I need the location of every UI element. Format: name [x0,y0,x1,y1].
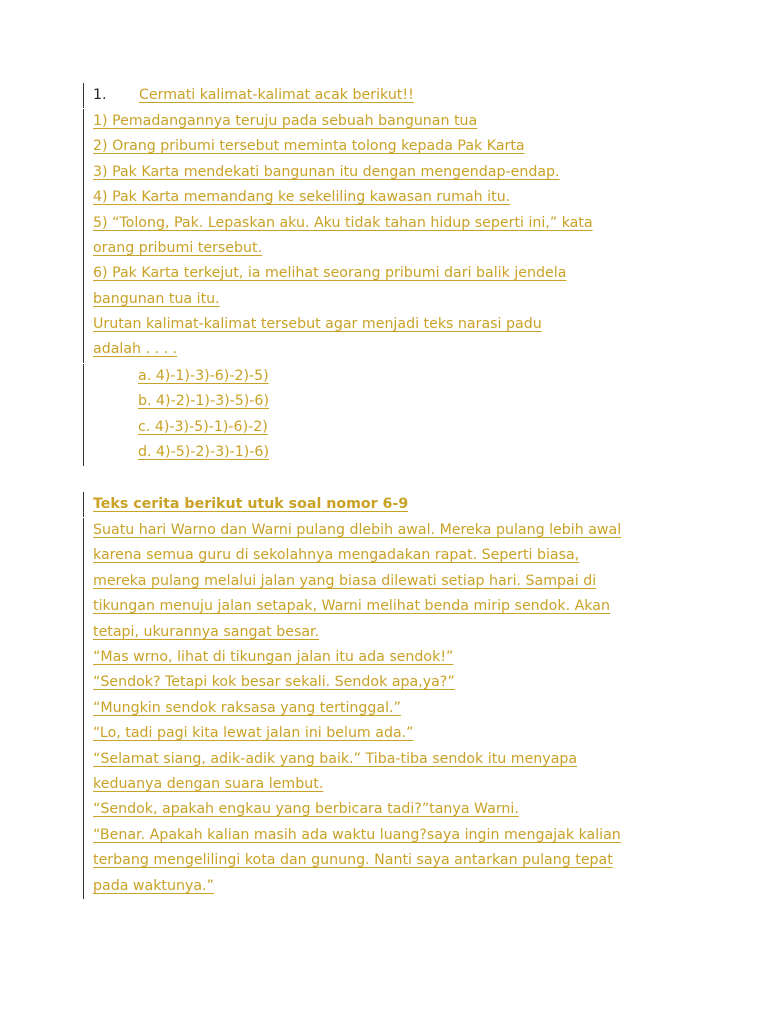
paragraph-line: Suatu hari Warno dan Warni pulang dlebih awal. Mereka pulang lebih awal [93,522,622,538]
option-a[interactable]: a. 4)-1)-3)-6)-2)-5) [138,368,269,384]
dialogue-line: “Sendok, apakah engkau yang berbicara tadi?”tanya Warni. [93,801,519,818]
sentence-line: 4) Pak Karta memandang ke sekeliling kawasan rumah itu. [93,189,511,206]
sentence-line: 3) Pak Karta mendekati bangunan itu dengan mengendap-endap. [93,163,560,180]
sentence-line: 2) Orang pribumi tersebut meminta tolong kepada Pak Karta [93,138,525,155]
option-d[interactable]: d. 4)-5)-2)-3)-1)-6) [138,444,269,461]
paragraph-line: tikungan menuju jalan setapak, Warni melihat benda mirip sendok. Akan [93,598,610,615]
sentence-line: bangunan tua itu. [93,290,220,307]
sentence-line: 1) Pemadangannya teruju pada sebuah bangunan tua [93,113,478,129]
question-number: 1. [93,87,107,103]
paragraph-line: tetapi, ukurannya sangat besar. [93,623,320,640]
question-instruction: Cermati kalimat-kalimat acak berikut!! [139,87,414,103]
dialogue-line: pada waktunya.” [93,877,214,894]
question-1-line [93,83,414,108]
option-b[interactable]: b. 4)-2)-1)-3)-5)-6) [138,393,269,410]
answer-options [83,364,269,466]
story-paragraph [83,518,621,645]
story-heading-block [83,492,408,517]
story-dialogue [83,645,621,899]
sentence-line: orang pribumi tersebut. [93,239,263,256]
question-text [83,312,542,363]
sentence-list [83,109,593,312]
paragraph-line: mereka pulang melalui jalan yang biasa dilewati setiap hari. Sampai di [93,572,597,589]
sentence-line: 5) “Tolong, Pak. Lepaskan aku. Aku tidak tahan hidup seperti ini,” kata [93,214,593,231]
dialogue-line: “Mungkin sendok raksasa yang tertinggal.” [93,699,401,716]
dialogue-line: “Mas wrno, lihat di tikungan jalan itu ada sendok!” [93,649,454,665]
question-line: Urutan kalimat-kalimat tersebut agar menjadi teks narasi padu [93,316,542,332]
dialogue-line: “Benar. Apakah kalian masih ada waktu luang?saya ingin mengajak kalian [93,826,621,843]
dialogue-line: terbang mengelilingi kota dan gunung. Nanti saya antarkan pulang tepat [93,852,613,869]
question-line: adalah . . . . [93,341,178,358]
paragraph-line: karena semua guru di sekolahnya mengadakan rapat. Seperti biasa, [93,547,580,564]
option-c[interactable]: c. 4)-3)-5)-1)-6)-2) [138,418,268,435]
dialogue-line: “Sendok? Tetapi kok besar sekali. Sendok apa,ya?” [93,674,455,691]
sentence-line: 6) Pak Karta terkejut, ia melihat seorang pribumi dari balik jendela [93,265,567,282]
dialogue-line: “Lo, tadi pagi kita lewat jalan ini belum ada.” [93,725,414,742]
question-1-header [83,83,414,108]
story-heading: Teks cerita berikut utuk soal nomor 6-9 [93,496,409,512]
dialogue-line: “Selamat siang, adik-adik yang baik.” Tiba-tiba sendok itu menyapa [93,750,578,767]
dialogue-line: keduanya dengan suara lembut. [93,775,324,792]
